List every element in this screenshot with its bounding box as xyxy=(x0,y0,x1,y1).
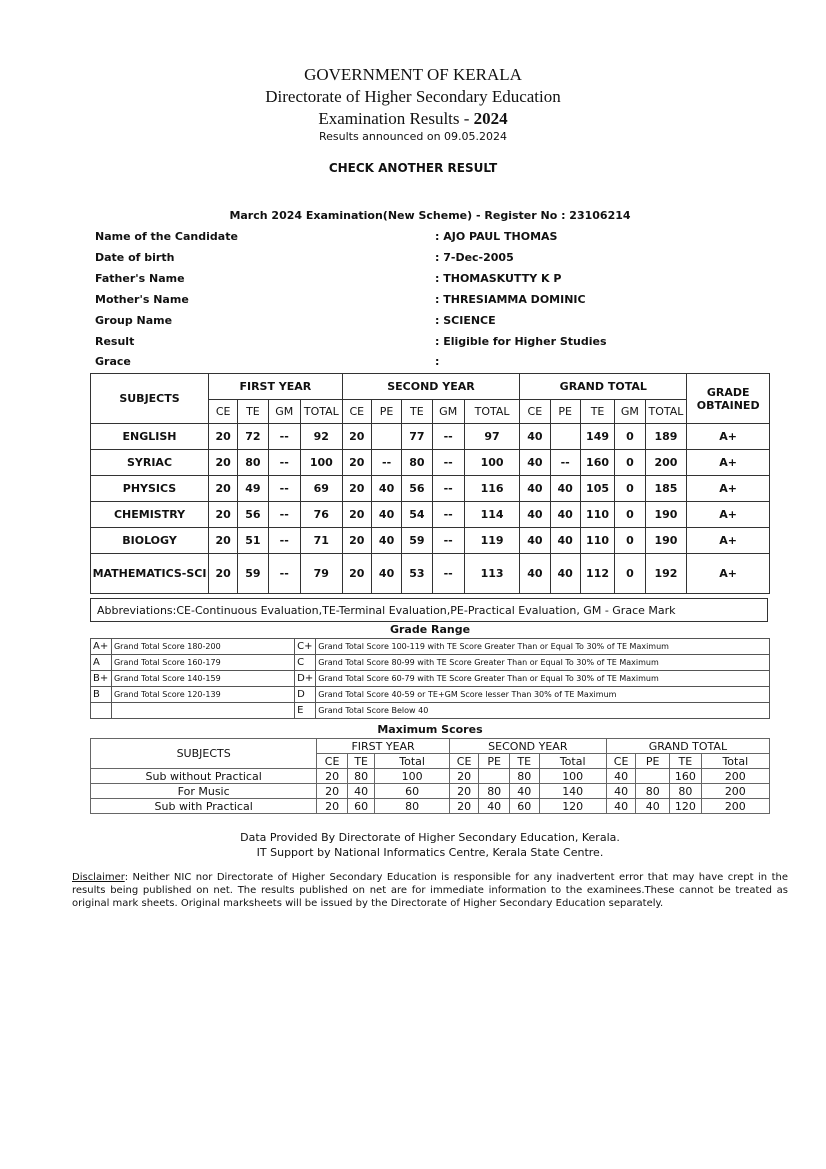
max-score-value: 140 xyxy=(539,784,606,799)
col-sy-ce: CE xyxy=(342,400,371,424)
max-scores-label: For Music xyxy=(91,784,317,799)
footer xyxy=(0,830,826,860)
second-year-mark: 114 xyxy=(464,502,519,528)
info-value: : THOMASKUTTY K P xyxy=(435,272,562,285)
max-col: CE xyxy=(449,754,479,769)
grade-letter: C+ xyxy=(295,639,316,655)
max-col: TE xyxy=(347,754,375,769)
max-score-value: 80 xyxy=(509,769,539,784)
grand-total-mark: 189 xyxy=(645,424,687,450)
first-year-mark: 71 xyxy=(300,528,342,554)
col-sy-pe: PE xyxy=(371,400,401,424)
col-sy-gm: GM xyxy=(432,400,464,424)
grand-total-mark: 200 xyxy=(645,450,687,476)
second-year-mark: 20 xyxy=(342,502,371,528)
max-score-value: 40 xyxy=(606,799,636,814)
max-score-value: 20 xyxy=(449,784,479,799)
first-year-mark: 100 xyxy=(300,450,342,476)
grand-total-mark xyxy=(550,424,580,450)
grand-total-mark: 40 xyxy=(550,502,580,528)
second-year-mark: 100 xyxy=(464,450,519,476)
grand-total-mark: 40 xyxy=(520,554,550,594)
first-year-mark: 79 xyxy=(300,554,342,594)
second-year-mark: 119 xyxy=(464,528,519,554)
second-year-mark: -- xyxy=(432,502,464,528)
max-col: Total xyxy=(375,754,449,769)
grade-letter: A xyxy=(91,655,112,671)
second-year-mark: -- xyxy=(432,424,464,450)
grand-total-mark: 0 xyxy=(615,528,645,554)
grade-range-table xyxy=(90,638,770,719)
grade-letter: E xyxy=(295,703,316,719)
grand-total-mark: 0 xyxy=(615,424,645,450)
info-label: Father's Name xyxy=(95,272,185,285)
col-gt-gm: GM xyxy=(615,400,645,424)
disclaimer-label: Disclaimer xyxy=(72,872,125,883)
max-col: CE xyxy=(317,754,348,769)
grade-range-row xyxy=(91,639,770,655)
max-score-value: 60 xyxy=(347,799,375,814)
max-scores-row xyxy=(91,769,770,784)
col-fy-te: TE xyxy=(238,400,268,424)
grade-letter: C xyxy=(295,655,316,671)
first-year-mark: 76 xyxy=(300,502,342,528)
grand-total-mark: 40 xyxy=(550,554,580,594)
first-year-mark: 20 xyxy=(209,528,238,554)
max-col: TE xyxy=(509,754,539,769)
grand-total-mark: 112 xyxy=(580,554,614,594)
subject-name: PHYSICS xyxy=(91,476,209,502)
col-sy-total: TOTAL xyxy=(464,400,519,424)
second-year-mark: 59 xyxy=(402,528,432,554)
header-government: GOVERNMENT OF KERALA xyxy=(304,65,522,84)
max-score-value: 100 xyxy=(375,769,449,784)
grade-letter: D+ xyxy=(295,671,316,687)
marks-header-second-year: SECOND YEAR xyxy=(342,374,520,400)
marks-table xyxy=(90,373,770,594)
max-score-value: 20 xyxy=(317,784,348,799)
grade-obtained: A+ xyxy=(687,450,770,476)
max-score-value: 40 xyxy=(479,799,510,814)
first-year-mark: 20 xyxy=(209,502,238,528)
max-score-value: 80 xyxy=(670,784,702,799)
header-announced-date: Results announced on 09.05.2024 xyxy=(318,130,508,143)
second-year-mark: 80 xyxy=(402,450,432,476)
info-value: : AJO PAUL THOMAS xyxy=(435,230,558,243)
max-header-grand-total: GRAND TOTAL xyxy=(606,739,769,754)
subject-name: CHEMISTRY xyxy=(91,502,209,528)
col-sy-te: TE xyxy=(402,400,432,424)
grand-total-mark: 40 xyxy=(520,502,550,528)
grade-description: Grand Total Score 80-99 with TE Score Greater Than or Equal To 30% of TE Maximum xyxy=(316,655,770,671)
grade-description xyxy=(111,703,294,719)
info-label: Grace xyxy=(95,355,131,368)
second-year-mark: 113 xyxy=(464,554,519,594)
max-score-value: 80 xyxy=(347,769,375,784)
grade-description: Grand Total Score 100-119 with TE Score Greater Than or Equal To 30% of TE Maximum xyxy=(316,639,770,655)
grand-total-mark: 105 xyxy=(580,476,614,502)
max-col: TE xyxy=(670,754,702,769)
max-score-value: 20 xyxy=(449,799,479,814)
marks-row xyxy=(91,502,770,528)
grand-total-mark: 0 xyxy=(615,502,645,528)
grade-letter: B xyxy=(91,687,112,703)
col-gt-total: TOTAL xyxy=(645,400,687,424)
col-fy-ce: CE xyxy=(209,400,238,424)
grand-total-mark: 192 xyxy=(645,554,687,594)
max-score-value: 200 xyxy=(701,784,769,799)
info-value: : SCIENCE xyxy=(435,314,496,327)
grand-total-mark: 40 xyxy=(520,476,550,502)
grade-range-title: Grade Range xyxy=(389,623,471,636)
first-year-mark: -- xyxy=(268,554,300,594)
max-header-first-year: FIRST YEAR xyxy=(317,739,450,754)
max-header-subjects: SUBJECTS xyxy=(91,739,317,769)
first-year-mark: -- xyxy=(268,424,300,450)
subject-name: MATHEMATICS-SCI xyxy=(91,554,209,594)
info-label: Result xyxy=(95,335,135,348)
info-value: : Eligible for Higher Studies xyxy=(435,335,607,348)
max-score-value: 40 xyxy=(606,784,636,799)
info-label: Name of the Candidate xyxy=(95,230,238,243)
max-score-value xyxy=(479,769,510,784)
info-value: : xyxy=(435,355,440,368)
second-year-mark: 56 xyxy=(402,476,432,502)
second-year-mark: 40 xyxy=(371,554,401,594)
first-year-mark: 20 xyxy=(209,424,238,450)
grand-total-mark: 40 xyxy=(550,476,580,502)
grade-description: Grand Total Score 40-59 or TE+GM Score lesser Than 30% of TE Maximum xyxy=(316,687,770,703)
max-col: Total xyxy=(539,754,606,769)
marks-header-subjects: SUBJECTS xyxy=(91,374,209,424)
second-year-mark: -- xyxy=(432,476,464,502)
grade-letter: A+ xyxy=(91,639,112,655)
first-year-mark: -- xyxy=(268,502,300,528)
grade-range-row xyxy=(91,703,770,719)
info-label: Date of birth xyxy=(95,251,175,264)
grand-total-mark: 110 xyxy=(580,528,614,554)
grand-total-mark: 0 xyxy=(615,476,645,502)
second-year-mark: 54 xyxy=(402,502,432,528)
first-year-mark: 72 xyxy=(238,424,268,450)
disclaimer xyxy=(72,871,788,910)
max-score-value: 80 xyxy=(636,784,670,799)
grade-letter: B+ xyxy=(91,671,112,687)
col-gt-pe: PE xyxy=(550,400,580,424)
second-year-mark: -- xyxy=(432,528,464,554)
marks-header-grand-total: GRAND TOTAL xyxy=(520,374,687,400)
first-year-mark: 80 xyxy=(238,450,268,476)
second-year-mark: 20 xyxy=(342,554,371,594)
max-scores-row xyxy=(91,799,770,814)
check-another-result-link[interactable]: CHECK ANOTHER RESULT xyxy=(328,161,498,175)
max-score-value: 60 xyxy=(375,784,449,799)
grade-description: Grand Total Score 120-139 xyxy=(111,687,294,703)
info-value: : 7-Dec-2005 xyxy=(435,251,514,264)
info-label: Group Name xyxy=(95,314,173,327)
grade-obtained: A+ xyxy=(687,476,770,502)
max-score-value: 40 xyxy=(347,784,375,799)
max-header-second-year: SECOND YEAR xyxy=(449,739,606,754)
grade-description: Grand Total Score 160-179 xyxy=(111,655,294,671)
grand-total-mark: 190 xyxy=(645,528,687,554)
marks-row xyxy=(91,476,770,502)
max-score-value xyxy=(636,769,670,784)
second-year-mark: -- xyxy=(432,554,464,594)
marks-row xyxy=(91,424,770,450)
second-year-mark: 40 xyxy=(371,502,401,528)
marks-header-grade: GRADE OBTAINED xyxy=(687,374,770,424)
first-year-mark: 59 xyxy=(238,554,268,594)
grade-range-row xyxy=(91,671,770,687)
header-exam-year: 2024 xyxy=(473,109,508,128)
header-exam-prefix: Examination Results - xyxy=(318,109,474,128)
max-col: PE xyxy=(479,754,510,769)
second-year-mark: 77 xyxy=(402,424,432,450)
disclaimer-text: : Neither NIC nor Directorate of Higher Secondary Education is responsible for any inadvertent error that may have crept in the results being published on net. The results published on net are for immediate information to the examinees.These cannot be treated as original mark sheets. Original marksheets will be issued by the Directorate of Higher Secondary Education separately. xyxy=(72,872,788,909)
abbreviations-note: Abbreviations:CE-Continuous Evaluation,TE-Terminal Evaluation,PE-Practical Evaluation, GM - Grace Mark xyxy=(90,598,768,622)
marks-row xyxy=(91,528,770,554)
second-year-mark: 53 xyxy=(402,554,432,594)
max-score-value: 200 xyxy=(701,799,769,814)
grand-total-mark: 40 xyxy=(520,528,550,554)
subject-name: ENGLISH xyxy=(91,424,209,450)
max-col: PE xyxy=(636,754,670,769)
max-score-value: 160 xyxy=(670,769,702,784)
grade-obtained: A+ xyxy=(687,554,770,594)
col-gt-ce: CE xyxy=(520,400,550,424)
max-score-value: 120 xyxy=(539,799,606,814)
grade-description: Grand Total Score Below 40 xyxy=(316,703,770,719)
second-year-mark: 116 xyxy=(464,476,519,502)
footer-it-support: IT Support by National Informatics Centre, Kerala State Centre. xyxy=(256,846,604,859)
marks-row xyxy=(91,554,770,594)
max-score-value: 40 xyxy=(509,784,539,799)
first-year-mark: -- xyxy=(268,528,300,554)
first-year-mark: 20 xyxy=(209,554,238,594)
max-score-value: 120 xyxy=(670,799,702,814)
grade-description: Grand Total Score 140-159 xyxy=(111,671,294,687)
grand-total-mark: 185 xyxy=(645,476,687,502)
max-score-value: 100 xyxy=(539,769,606,784)
grand-total-mark: 40 xyxy=(520,450,550,476)
grade-letter xyxy=(91,703,112,719)
first-year-mark: 20 xyxy=(209,476,238,502)
grade-range-row xyxy=(91,687,770,703)
first-year-mark: 56 xyxy=(238,502,268,528)
second-year-mark xyxy=(371,424,401,450)
first-year-mark: 92 xyxy=(300,424,342,450)
grade-description: Grand Total Score 60-79 with TE Score Greater Than or Equal To 30% of TE Maximum xyxy=(316,671,770,687)
max-scores-label: Sub with Practical xyxy=(91,799,317,814)
grand-total-mark: 40 xyxy=(550,528,580,554)
second-year-mark: 20 xyxy=(342,476,371,502)
exam-register-line: March 2024 Examination(New Scheme) - Register No : 23106214 xyxy=(229,209,631,222)
second-year-mark: 20 xyxy=(342,450,371,476)
grand-total-mark: -- xyxy=(550,450,580,476)
first-year-mark: 20 xyxy=(209,450,238,476)
max-scores-label: Sub without Practical xyxy=(91,769,317,784)
grand-total-mark: 160 xyxy=(580,450,614,476)
grand-total-mark: 0 xyxy=(615,554,645,594)
max-score-value: 80 xyxy=(375,799,449,814)
first-year-mark: -- xyxy=(268,476,300,502)
grade-obtained: A+ xyxy=(687,424,770,450)
col-fy-total: TOTAL xyxy=(300,400,342,424)
max-score-value: 60 xyxy=(509,799,539,814)
grand-total-mark: 0 xyxy=(615,450,645,476)
first-year-mark: 69 xyxy=(300,476,342,502)
first-year-mark: 51 xyxy=(238,528,268,554)
max-score-value: 80 xyxy=(479,784,510,799)
max-scores-row xyxy=(91,784,770,799)
page-header xyxy=(0,64,826,144)
grand-total-mark: 110 xyxy=(580,502,614,528)
max-score-value: 200 xyxy=(701,769,769,784)
first-year-mark: 49 xyxy=(238,476,268,502)
header-directorate: Directorate of Higher Secondary Education xyxy=(265,87,561,106)
grade-obtained: A+ xyxy=(687,528,770,554)
info-label: Mother's Name xyxy=(95,293,189,306)
grade-range-row xyxy=(91,655,770,671)
col-fy-gm: GM xyxy=(268,400,300,424)
grade-description: Grand Total Score 180-200 xyxy=(111,639,294,655)
first-year-mark: -- xyxy=(268,450,300,476)
max-score-value: 40 xyxy=(606,769,636,784)
info-value: : THRESIAMMA DOMINIC xyxy=(435,293,586,306)
footer-data-provider: Data Provided By Directorate of Higher Secondary Education, Kerala. xyxy=(240,831,620,844)
max-col: CE xyxy=(606,754,636,769)
second-year-mark: -- xyxy=(432,450,464,476)
max-score-value: 20 xyxy=(449,769,479,784)
grade-obtained: A+ xyxy=(687,502,770,528)
marks-header-first-year: FIRST YEAR xyxy=(209,374,343,400)
max-col: Total xyxy=(701,754,769,769)
subject-name: BIOLOGY xyxy=(91,528,209,554)
second-year-mark: 20 xyxy=(342,424,371,450)
second-year-mark: 97 xyxy=(464,424,519,450)
second-year-mark: 40 xyxy=(371,528,401,554)
maximum-scores-table xyxy=(90,738,770,814)
second-year-mark: 40 xyxy=(371,476,401,502)
grand-total-mark: 149 xyxy=(580,424,614,450)
marks-row xyxy=(91,450,770,476)
max-score-value: 20 xyxy=(317,799,348,814)
second-year-mark: 20 xyxy=(342,528,371,554)
maximum-scores-title: Maximum Scores xyxy=(377,723,483,736)
grand-total-mark: 40 xyxy=(520,424,550,450)
second-year-mark: -- xyxy=(371,450,401,476)
grade-letter: D xyxy=(295,687,316,703)
subject-name: SYRIAC xyxy=(91,450,209,476)
col-gt-te: TE xyxy=(580,400,614,424)
header-exam-results xyxy=(0,108,826,130)
max-score-value: 40 xyxy=(636,799,670,814)
grand-total-mark: 190 xyxy=(645,502,687,528)
max-score-value: 20 xyxy=(317,769,348,784)
